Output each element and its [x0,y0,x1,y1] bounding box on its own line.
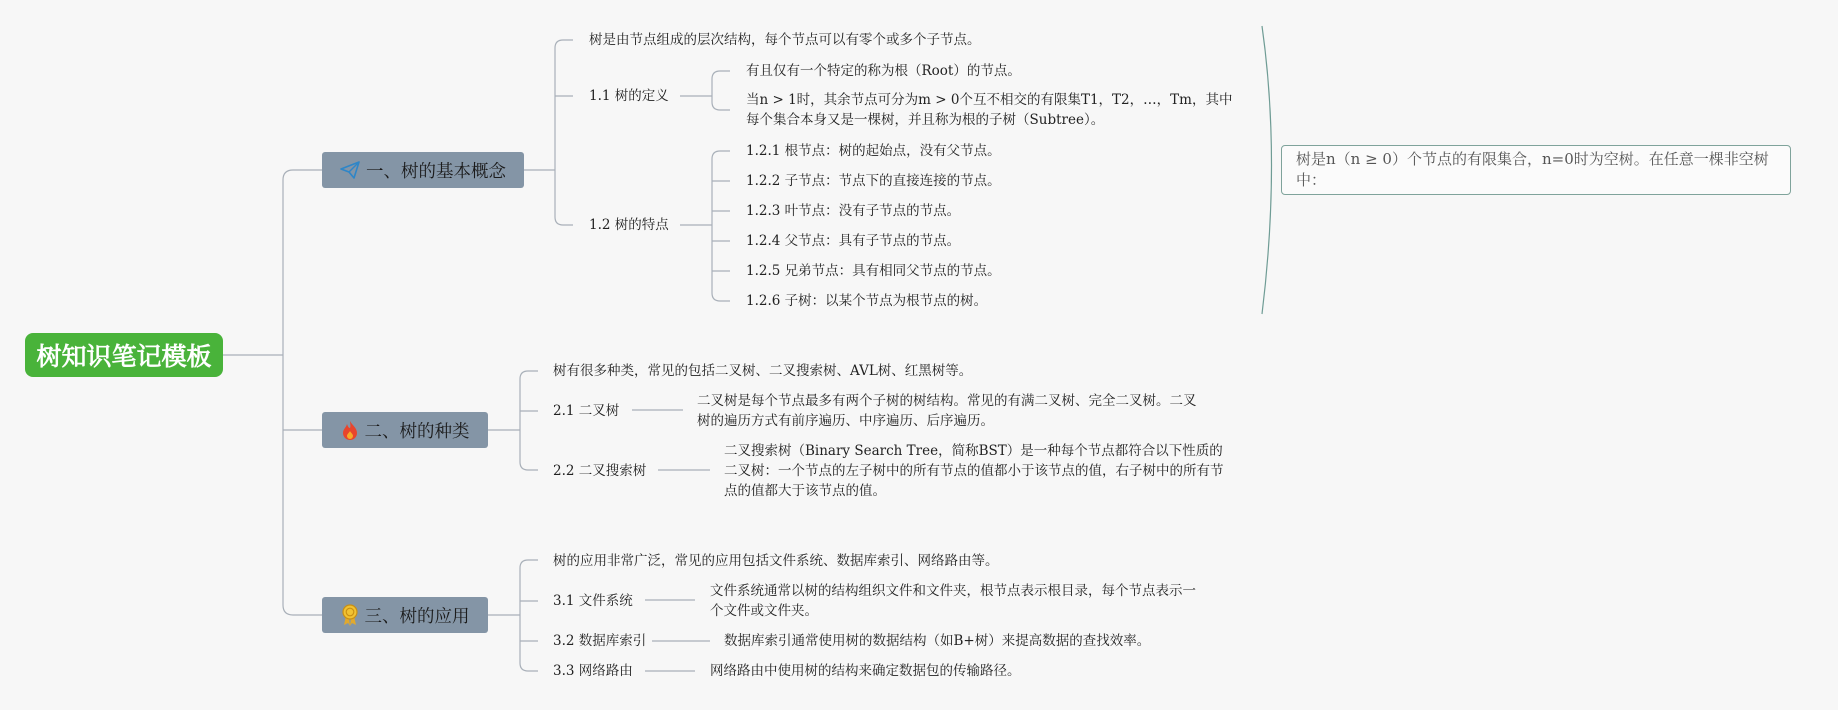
subtopic-db-index[interactable]: 3.2 数据库索引 [553,633,647,649]
feature-item: 1.2.4 父节点：具有子节点的节点。 [746,233,961,249]
feature-item: 1.2.6 子树：以某个节点为根节点的树。 [746,293,988,309]
feature-item: 1.2.2 子节点：节点下的直接连接的节点。 [746,173,1001,189]
subtopic-network-routing[interactable]: 3.3 网络路由 [553,663,633,679]
topic-label: 三、树的应用 [364,606,470,627]
fire-icon [341,420,359,440]
subtopic-features[interactable]: 1.2 树的特点 [589,217,669,233]
feature-item: 1.2.3 叶节点：没有子节点的节点。 [746,203,961,219]
subtopic-text: 数据库索引通常使用树的数据结构（如B+树）来提高数据的查找效率。 [724,633,1151,649]
definition-item: 当n > 1时，其余节点可分为m > 0个互不相交的有限集T1，T2，…，Tm，其中每个集合本身又是一棵树，并且称为根的子树（Subtree）。 [746,92,1233,128]
summary-note[interactable]: 树是n（n ≥ 0）个节点的有限集合，n=0时为空树。在任意一棵非空树中： [1281,145,1791,195]
subtopic-text: 网络路由中使用树的结构来确定数据包的传输路径。 [710,663,1021,679]
topic-intro: 树是由节点组成的层次结构，每个节点可以有零个或多个子节点。 [589,32,981,48]
subtopic-file-system[interactable]: 3.1 文件系统 [553,593,633,609]
feature-item: 1.2.5 兄弟节点：具有相同父节点的节点。 [746,263,1001,279]
subtopic-text: 文件系统通常以树的结构组织文件和文件夹，根节点表示根目录，每个节点表示一个文件或文件夹。 [710,583,1196,619]
topic-intro: 树有很多种类，常见的包括二叉树、二叉搜索树、AVL树、红黑树等。 [553,363,973,379]
subtopic-text: 二叉树是每个节点最多有两个子树的树结构。常见的有满二叉树、完全二叉树。二叉树的遍历方式有前序遍历、中序遍历、后序遍历。 [697,393,1197,429]
topic-label: 二、树的种类 [364,421,470,442]
topic-tree-applications[interactable] [322,597,488,633]
root-node[interactable] [25,333,223,377]
subtopic-text: 二叉搜索树（Binary Search Tree，简称BST）是一种每个节点都符合以下性质的二叉树：一个节点的左子树中的所有节点的值都小于该节点的值，右子树中的所有节点的值都大于该节点的值。 [724,443,1224,499]
paper-plane-icon [340,161,360,179]
root-label: 树知识笔记模板 [36,342,212,371]
subtopic-definition[interactable]: 1.1 树的定义 [589,88,669,104]
feature-item: 1.2.1 根节点：树的起始点，没有父节点。 [746,143,1001,159]
subtopic-binary-tree[interactable]: 2.1 二叉树 [553,403,620,419]
topic-label: 一、树的基本概念 [366,161,506,182]
topic-basic-concepts[interactable] [322,152,524,188]
topic-intro: 树的应用非常广泛，常见的应用包括文件系统、数据库索引、网络路由等。 [553,553,999,569]
award-medal-icon [341,604,359,626]
topic-tree-types[interactable] [322,412,488,448]
subtopic-bst[interactable]: 2.2 二叉搜索树 [553,463,647,479]
definition-item: 有且仅有一个特定的称为根（Root）的节点。 [746,63,1021,79]
